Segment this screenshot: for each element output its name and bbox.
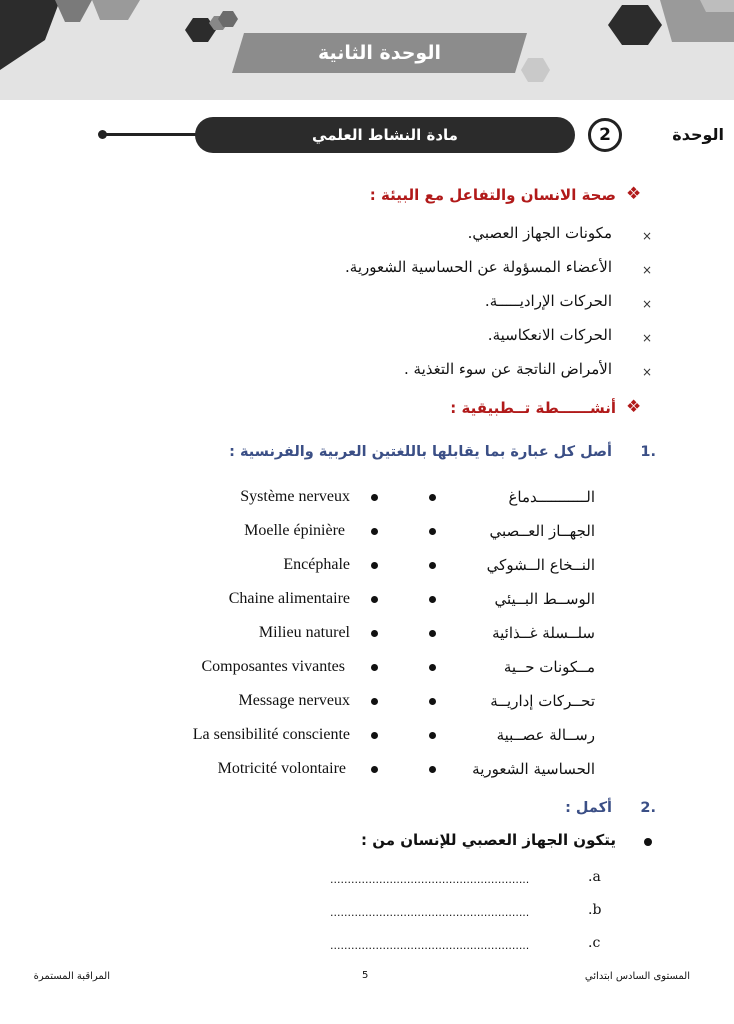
match-dot-french[interactable] <box>371 596 378 603</box>
match-dot-french[interactable] <box>371 698 378 705</box>
diamond-bullet-icon: ❖ <box>626 397 642 417</box>
french-term: Composantes vivantes <box>201 658 345 675</box>
french-term: Motricité volontaire <box>217 760 346 777</box>
match-dot-arabic[interactable] <box>429 630 436 637</box>
topic-item: مكونات الجهاز العصبي. <box>467 224 612 242</box>
arabic-term: تحــركات إداريــة <box>490 692 595 710</box>
match-dot-arabic[interactable] <box>429 528 436 535</box>
footer-level: المستوى السادس ابتدائي <box>584 971 690 982</box>
french-term: Moelle épinière <box>244 522 345 539</box>
french-term: Milieu naturel <box>258 624 350 641</box>
footer-page-number: 5 <box>362 970 369 981</box>
blank-letter: .b <box>588 902 602 918</box>
match-dot-arabic[interactable] <box>429 664 436 671</box>
section2-title: أنشــــــطة تــطبيقية : <box>450 399 616 417</box>
match-dot-arabic[interactable] <box>429 698 436 705</box>
x-bullet-icon: × <box>642 229 653 243</box>
arabic-term: الوســط البــيئي <box>494 590 595 608</box>
unit-number: 2 <box>588 118 622 152</box>
match-dot-arabic[interactable] <box>429 562 436 569</box>
exercise2-number: .2 <box>640 800 656 816</box>
french-term: Système nerveux <box>240 488 350 505</box>
blank-letter: .a <box>588 869 601 885</box>
topic-item: الأمراض الناتجة عن سوء التغذية . <box>403 360 612 378</box>
topic-item: الحركات الانعكاسية. <box>487 326 612 344</box>
exercise1-number: .1 <box>640 444 656 460</box>
match-dot-arabic[interactable] <box>429 494 436 501</box>
french-term: Message nerveux <box>238 692 350 709</box>
arabic-term: سلــسلة غــذائية <box>492 624 595 642</box>
hexagon-decor <box>0 0 60 70</box>
exercise2-instruction: أكمل : <box>565 800 612 816</box>
section1-title: صحة الانسان والتفاعل مع البيئة : <box>369 186 616 204</box>
x-bullet-icon: × <box>642 331 653 345</box>
match-dot-french[interactable] <box>371 766 378 773</box>
arabic-term: النــخاع الــشوكي <box>486 556 595 574</box>
topic-item: الحركات الإراديـــــة. <box>484 292 612 310</box>
blank-letter: .c <box>588 935 601 951</box>
french-term: Chaine alimentaire <box>228 590 350 607</box>
french-term: La sensibilité consciente <box>192 726 350 743</box>
match-dot-french[interactable] <box>371 494 378 501</box>
match-dot-arabic[interactable] <box>429 766 436 773</box>
subject-title: مادة النشاط العلمي <box>312 126 458 144</box>
answer-blank[interactable]: ......................................................... <box>330 873 530 886</box>
match-dot-french[interactable] <box>371 630 378 637</box>
arabic-term: الحساسية الشعورية <box>472 760 595 778</box>
match-dot-french[interactable] <box>371 562 378 569</box>
match-dot-arabic[interactable] <box>429 732 436 739</box>
answer-blank[interactable]: ......................................................... <box>330 906 530 919</box>
match-dot-french[interactable] <box>371 664 378 671</box>
arabic-term: الـــــــــــدماغ <box>508 488 595 506</box>
statement-bullet <box>644 838 652 846</box>
answer-blank[interactable]: ......................................................... <box>330 939 530 952</box>
hexagon-decor <box>55 0 92 22</box>
hexagon-decor <box>608 5 662 45</box>
unit-bar-line <box>100 133 200 136</box>
exercise1-instruction: أصل كل عبارة بما يقابلها باللغتين العربية والفرنسية : <box>229 444 612 460</box>
match-dot-arabic[interactable] <box>429 596 436 603</box>
arabic-term: مــكونات حــية <box>503 658 595 676</box>
topic-item: الأعضاء المسؤولة عن الحساسية الشعورية. <box>345 258 612 276</box>
unit-bar-dot <box>98 130 107 139</box>
exercise2-statement: يتكون الجهاز العصبي للإنسان من : <box>360 831 616 849</box>
footer-label: المراقبة المستمرة <box>33 971 110 982</box>
x-bullet-icon: × <box>642 263 653 277</box>
unit-label: الوحدة <box>672 125 724 144</box>
x-bullet-icon: × <box>642 365 653 379</box>
hexagon-decor <box>92 0 140 20</box>
arabic-term: الجهــاز العــصبي <box>489 522 595 540</box>
diamond-bullet-icon: ❖ <box>626 184 642 204</box>
match-dot-french[interactable] <box>371 732 378 739</box>
x-bullet-icon: × <box>642 297 653 311</box>
match-dot-french[interactable] <box>371 528 378 535</box>
unit-title: الوحدة الثانية <box>317 42 441 64</box>
arabic-term: رســالة عصــبية <box>496 726 595 744</box>
french-term: Encéphale <box>283 556 350 573</box>
